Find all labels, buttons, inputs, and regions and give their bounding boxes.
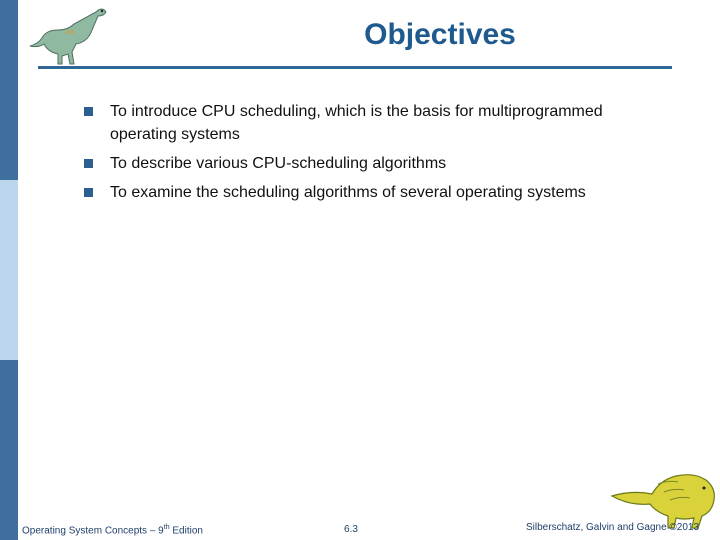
bullet-item [84, 181, 644, 204]
title-divider [38, 66, 672, 69]
square-bullet-icon [84, 159, 93, 168]
slide-title: Objectives [364, 18, 516, 51]
sidebar-decoration [0, 0, 18, 540]
bullet-item [84, 100, 644, 146]
sidebar-segment-top [0, 0, 18, 180]
sidebar-segment-middle [0, 180, 18, 360]
bullet-text: To examine the scheduling algorithms of several operating systems [110, 184, 586, 201]
bullet-text: To introduce CPU scheduling, which is the basis for multiprogrammed operating systems [110, 103, 603, 143]
bullet-item [84, 152, 644, 175]
bullet-list [84, 100, 644, 210]
dinosaur-footer-icon [608, 462, 718, 530]
square-bullet-icon [84, 188, 93, 197]
square-bullet-icon [84, 107, 93, 116]
footer-page-number: 6.3 [344, 524, 358, 535]
bullet-text: To describe various CPU-scheduling algorithms [110, 155, 447, 172]
sidebar-segment-bottom [0, 360, 18, 540]
footer-book-title: Operating System Concepts – 9th Edition [22, 524, 203, 537]
dinosaur-logo-icon [26, 4, 110, 66]
footer-copyright: Silberschatz, Galvin and Gagne ©2013 [526, 522, 700, 533]
